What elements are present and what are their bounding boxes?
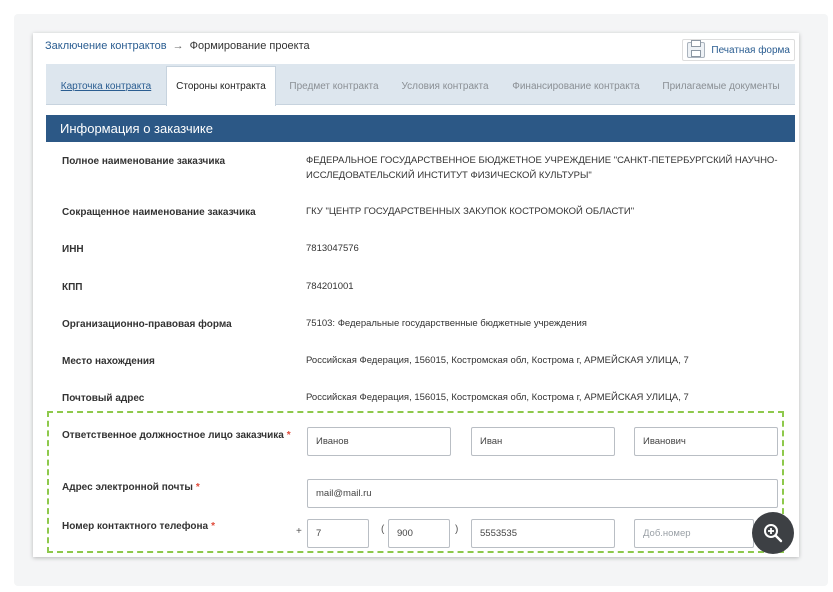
last-name-input[interactable]: Иванов	[307, 427, 451, 456]
tab-contract-parties[interactable]: Стороны контракта	[166, 66, 276, 106]
required-mark: *	[195, 482, 200, 493]
location-label: Место нахождения	[62, 356, 155, 367]
full-name-value-line2: ИССЛЕДОВАТЕЛЬСКИЙ ИНСТИТУТ ФИЗИЧЕСКОЙ КУЛЬТУРЫ"	[306, 170, 592, 181]
responsible-person-label	[62, 430, 291, 441]
phone-area-code-input[interactable]: 900	[388, 519, 450, 548]
full-name-value	[306, 153, 777, 183]
zoom-in-button[interactable]	[752, 512, 794, 554]
inn-value: 7813047576	[306, 243, 359, 254]
phone-close-paren: )	[455, 524, 459, 535]
email-label	[62, 482, 200, 493]
phone-extension-input[interactable]: Доб.номер	[634, 519, 754, 548]
required-mark: *	[286, 430, 291, 441]
breadcrumb	[45, 40, 310, 52]
breadcrumb-parent-link[interactable]: Заключение контрактов	[45, 40, 167, 52]
middle-name-input[interactable]: Иванович	[634, 427, 778, 456]
tab-contract-terms[interactable]: Условия контракта	[401, 80, 489, 92]
location-value: Российская Федерация, 156015, Костромская обл, Кострома г, АРМЕЙСКАЯ УЛИЦА, 7	[306, 355, 689, 366]
phone-open-paren: (	[381, 524, 385, 535]
legal-form-label: Организационно-правовая форма	[62, 319, 232, 330]
kpp-value: 784201001	[306, 281, 354, 292]
phone-number-input[interactable]: 5553535	[471, 519, 615, 548]
breadcrumb-current: Формирование проекта	[189, 40, 310, 52]
short-name-label: Сокращенное наименование заказчика	[62, 207, 256, 218]
section-header: Информация о заказчике	[46, 115, 795, 142]
email-input[interactable]: mail@mail.ru	[307, 479, 778, 508]
postal-address-value: Российская Федерация, 156015, Костромская обл, Кострома г, АРМЕЙСКАЯ УЛИЦА, 7	[306, 392, 689, 403]
tab-contract-financing[interactable]: Финансирование контракта	[512, 80, 640, 92]
breadcrumb-arrow-icon: →	[172, 40, 184, 52]
postal-address-label: Почтовый адрес	[62, 393, 145, 404]
inn-label: ИНН	[62, 244, 84, 255]
full-name-label: Полное наименование заказчика	[62, 156, 226, 167]
phone-label-text: Номер контактного телефона	[62, 521, 209, 532]
phone-plus-sign: +	[296, 526, 302, 537]
phone-country-code-input[interactable]: 7	[307, 519, 369, 548]
print-form-label: Печатная форма	[711, 44, 790, 56]
kpp-label: КПП	[62, 282, 83, 293]
print-form-button[interactable]	[682, 39, 795, 61]
first-name-input[interactable]: Иван	[471, 427, 615, 456]
tab-contract-card[interactable]: Карточка контракта	[60, 80, 152, 92]
email-label-text: Адрес электронной почты	[62, 482, 193, 493]
full-name-value-line1: ФЕДЕРАЛЬНОЕ ГОСУДАРСТВЕННОЕ БЮДЖЕТНОЕ УЧРЕЖДЕНИЕ "САНКТ-ПЕТЕРБУРГСКИЙ НАУЧНО-	[306, 155, 778, 166]
phone-label	[62, 521, 215, 532]
required-mark: *	[211, 521, 215, 532]
tab-bar	[46, 64, 795, 105]
tab-attached-documents[interactable]: Прилагаемые документы	[662, 80, 780, 92]
tab-contract-subject[interactable]: Предмет контракта	[289, 80, 379, 92]
zoom-in-icon	[763, 523, 783, 543]
legal-form-value: 75103: Федеральные государственные бюджетные учреждения	[306, 318, 587, 329]
printer-icon	[687, 42, 705, 58]
responsible-person-label-text: Ответственное должностное лицо заказчика	[62, 430, 284, 441]
short-name-value: ГКУ "ЦЕНТР ГОСУДАРСТВЕННЫХ ЗАКУПОК КОСТРОМОКОЙ ОБЛАСТИ"	[306, 206, 635, 217]
